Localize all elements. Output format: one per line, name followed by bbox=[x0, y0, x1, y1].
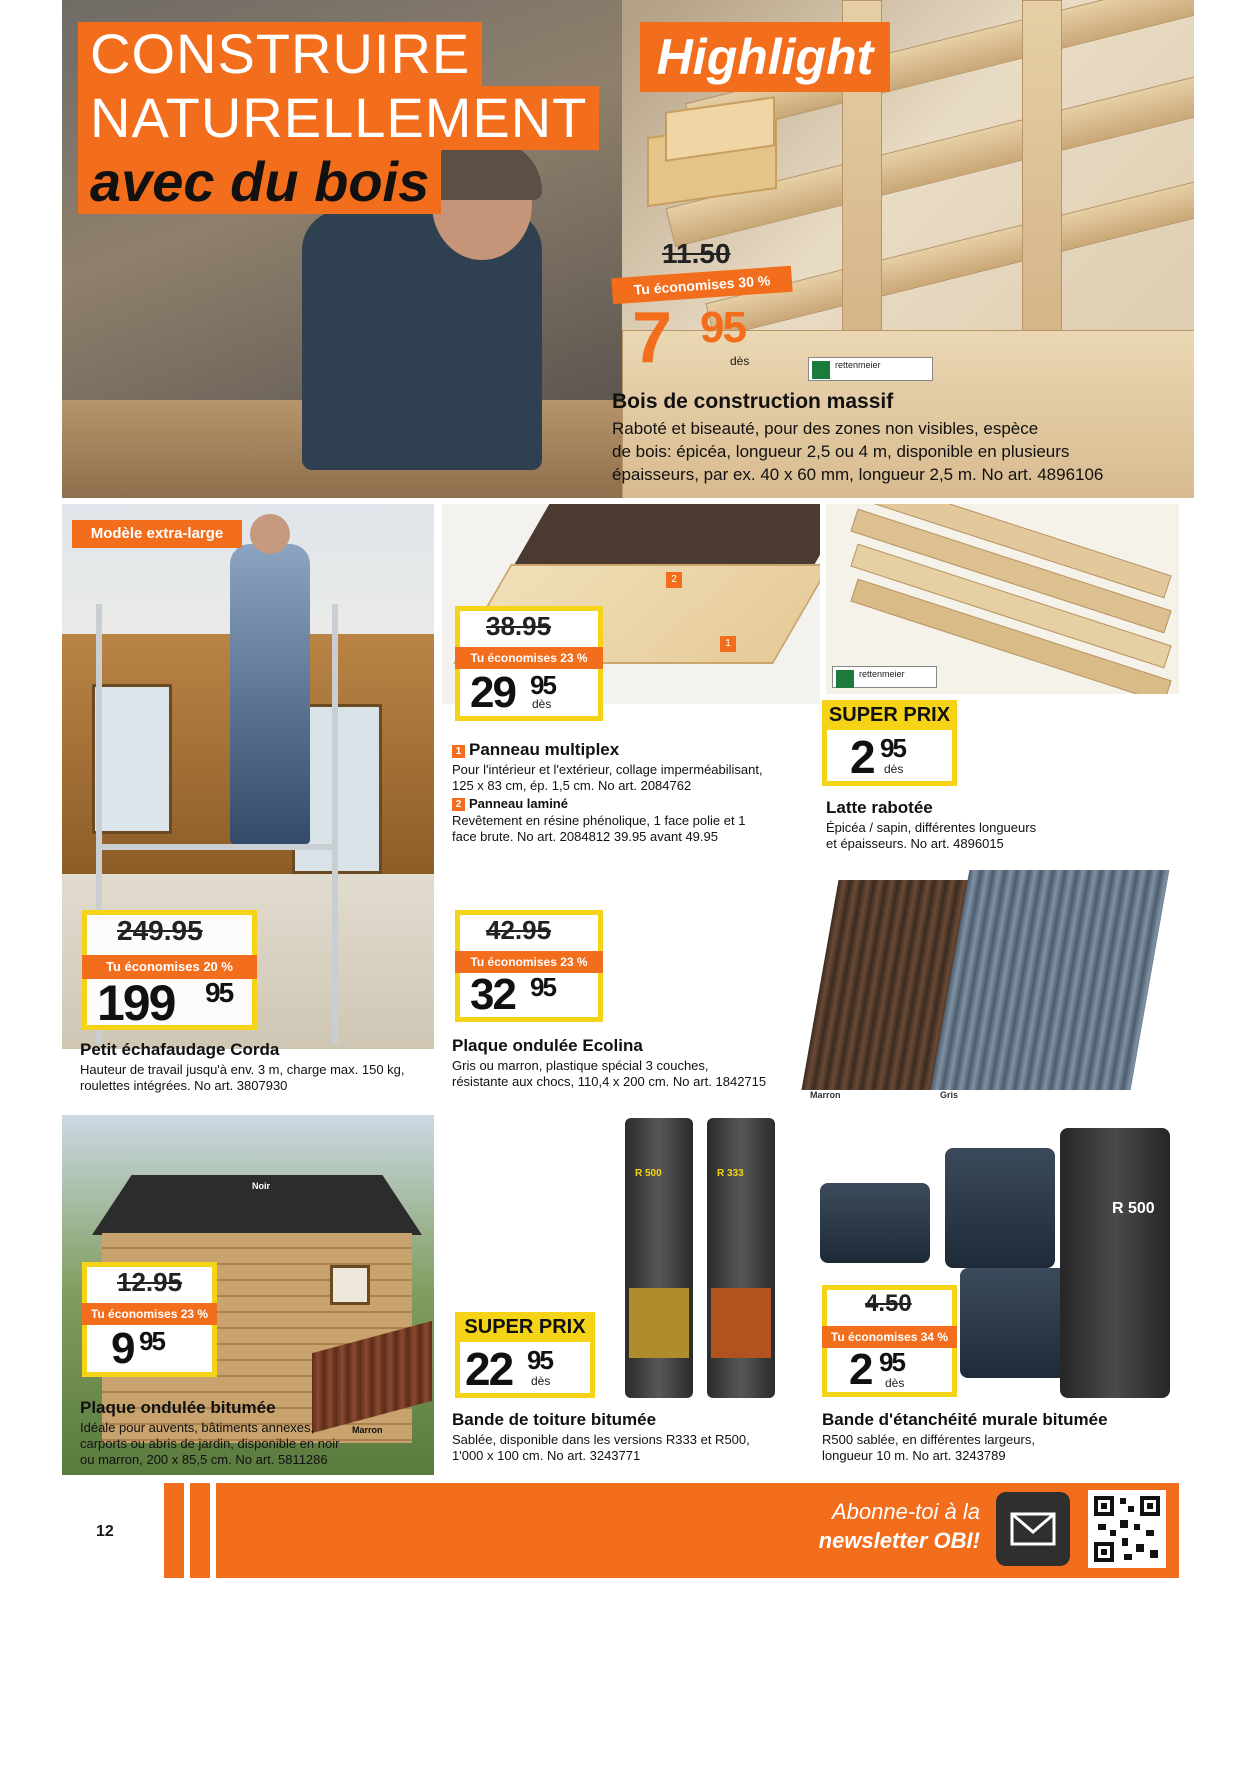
bande-toiture-price bbox=[455, 1312, 595, 1398]
product-desc-line1: Hauteur de travail jusqu'à env. 3 m, charge max. 150 kg, bbox=[80, 1062, 405, 1077]
marker-1: 1 bbox=[720, 636, 736, 652]
product-desc-line2: de bois: épicéa, longueur 2,5 ou 4 m, disponible en plusieurs bbox=[612, 442, 1070, 461]
roll-label-1: R 500 bbox=[635, 1168, 662, 1179]
product-desc-line1: Idéale pour auvents, bâtiments annexes, bbox=[80, 1420, 315, 1435]
rettenmeier-logo: rettenmeier bbox=[808, 357, 933, 381]
hero-title-line3: avec du bois bbox=[78, 150, 441, 214]
product-name: Plaque ondulée Ecolina bbox=[452, 1036, 643, 1055]
price-from: dès bbox=[532, 697, 552, 711]
price-from: dès bbox=[885, 1376, 905, 1390]
price-from: dès bbox=[884, 762, 904, 776]
price-cents: 95 bbox=[880, 733, 905, 763]
roll-label-2: R 333 bbox=[717, 1168, 744, 1179]
savings-badge: Tu économises 34 % bbox=[822, 1326, 957, 1348]
super-prix-badge: SUPER PRIX bbox=[455, 1312, 595, 1342]
highlight-badge: Highlight bbox=[640, 22, 890, 92]
newsletter-line1: Abonne-toi à la bbox=[832, 1499, 980, 1524]
product-name: Bande de toiture bitumée bbox=[452, 1410, 657, 1429]
old-price: 11.50 bbox=[662, 238, 731, 269]
product-desc-line2: et épaisseurs. No art. 4896015 bbox=[826, 836, 1004, 851]
savings-badge: Tu économises 23 % bbox=[82, 1303, 217, 1325]
savings-badge: Tu économises 23 % bbox=[455, 951, 603, 973]
mail-icon[interactable] bbox=[996, 1492, 1070, 1566]
price-main: 199 bbox=[97, 975, 175, 1031]
newsletter-line2: newsletter OBI! bbox=[818, 1528, 980, 1553]
price-cents: 95 bbox=[139, 1326, 164, 1356]
price-main: 2 bbox=[850, 731, 874, 783]
product-name: Latte rabotée bbox=[826, 798, 933, 817]
marker-2-inline: 2 bbox=[452, 798, 465, 811]
timber-block-image bbox=[635, 98, 795, 218]
roofing-rolls-photo bbox=[625, 1118, 785, 1398]
product-desc-1a: Pour l'intérieur et l'extérieur, collage imperméabilisant, bbox=[452, 762, 763, 777]
multiplex-price bbox=[455, 606, 603, 721]
latte-price bbox=[822, 700, 957, 786]
product-desc-line2: longueur 10 m. No art. 3243789 bbox=[822, 1448, 1006, 1463]
footer-stripe bbox=[158, 1483, 164, 1578]
product-name: Bois de construction massif bbox=[612, 390, 894, 413]
savings-badge: Tu économises 30 % bbox=[611, 266, 792, 304]
ecolina-sheets-photo bbox=[800, 870, 1179, 1110]
product-desc-line1: R500 sablée, en différentes largeurs, bbox=[822, 1432, 1035, 1447]
price-cents: 95 bbox=[205, 977, 233, 1008]
old-price: 4.50 bbox=[865, 1290, 912, 1317]
price-cents: 95 bbox=[527, 1345, 552, 1375]
price-main: 29 bbox=[470, 668, 515, 717]
label-marron: Marron bbox=[352, 1425, 383, 1435]
product-desc-line1: Sablée, disponible dans les versions R333 et R500, bbox=[452, 1432, 750, 1447]
product-desc-line1: Gris ou marron, plastique spécial 3 couches, bbox=[452, 1058, 709, 1073]
plaque-bitumee-price bbox=[82, 1262, 217, 1377]
echafaudage-price bbox=[82, 910, 257, 1030]
savings-badge: Tu économises 20 % bbox=[82, 955, 257, 979]
price-from: dès bbox=[531, 1374, 551, 1388]
bois-massif-price bbox=[612, 238, 802, 388]
marker-2: 2 bbox=[666, 572, 682, 588]
label-noir: Noir bbox=[252, 1181, 270, 1191]
product-desc-line3: ou marron, 200 x 85,5 cm. No art. 5811286 bbox=[80, 1452, 328, 1467]
price-main: 2 bbox=[849, 1345, 872, 1394]
product-desc-line2: résistante aux chocs, 110,4 x 200 cm. No art. 1842715 bbox=[452, 1074, 767, 1089]
old-price: 42.95 bbox=[486, 915, 552, 945]
roll-label: R 500 bbox=[1112, 1200, 1155, 1217]
product-name: Plaque ondulée bitumée bbox=[80, 1398, 276, 1417]
old-price: 249.95 bbox=[117, 915, 203, 946]
page-number: 12 bbox=[96, 1523, 114, 1540]
newsletter-cta[interactable] bbox=[800, 1497, 980, 1555]
super-prix-badge: SUPER PRIX bbox=[822, 700, 957, 730]
bande-murale-price bbox=[822, 1285, 957, 1397]
product-desc-2a: Revêtement en résine phénolique, 1 face polie et 1 bbox=[452, 813, 746, 828]
qr-code-icon[interactable] bbox=[1088, 1490, 1166, 1568]
savings-badge: Tu économises 23 % bbox=[455, 647, 603, 669]
old-price: 12.95 bbox=[117, 1267, 183, 1297]
footer-stripe bbox=[210, 1483, 216, 1578]
product-name: Petit échafaudage Corda bbox=[80, 1040, 280, 1059]
ecolina-price bbox=[455, 910, 603, 1022]
footer-stripe bbox=[184, 1483, 190, 1578]
price-cents: 95 bbox=[530, 670, 555, 700]
product-desc-line2: carports ou abris de jardin, disponible en noir bbox=[80, 1436, 340, 1451]
price-main: 9 bbox=[111, 1324, 134, 1373]
marker-1-inline: 1 bbox=[452, 745, 465, 758]
price-cents: 95 bbox=[700, 303, 745, 352]
hero-title-line1: CONSTRUIRE bbox=[78, 22, 482, 86]
price-main: 32 bbox=[470, 970, 515, 1019]
old-price: 38.95 bbox=[486, 611, 552, 641]
product-name-2: 2 Panneau laminé bbox=[452, 796, 568, 812]
product-name: Bande d'étanchéité murale bitumée bbox=[822, 1410, 1108, 1429]
price-cents: 95 bbox=[530, 972, 555, 1002]
hero-title-line2: NATURELLEMENT bbox=[78, 86, 599, 150]
product-desc-line2: 1'000 x 100 cm. No art. 3243771 bbox=[452, 1448, 641, 1463]
product-desc-1b: 125 x 83 cm, ép. 1,5 cm. No art. 2084762 bbox=[452, 778, 692, 793]
price-from: dès bbox=[730, 354, 750, 368]
extra-large-badge: Modèle extra-large bbox=[72, 520, 242, 548]
price-cents: 95 bbox=[879, 1347, 904, 1377]
product-desc-line1: Raboté et biseauté, pour des zones non visibles, espèce bbox=[612, 419, 1039, 438]
price-main: 22 bbox=[465, 1343, 513, 1395]
rettenmeier-logo: rettenmeier bbox=[832, 666, 937, 688]
price-main: 7 bbox=[632, 298, 671, 378]
product-desc-line2: roulettes intégrées. No art. 3807930 bbox=[80, 1078, 288, 1093]
product-desc-line3: épaisseurs, par ex. 40 x 60 mm, longueur 2,5 m. No art. 4896106 bbox=[612, 465, 1104, 484]
label-gris: Gris bbox=[940, 1090, 959, 1100]
product-name-1: 1 Panneau multiplex bbox=[452, 740, 619, 760]
product-desc-line1: Épicéa / sapin, différentes longueurs bbox=[826, 820, 1037, 835]
label-marron: Marron bbox=[810, 1090, 841, 1100]
product-desc-2b: face brute. No art. 2084812 39.95 avant 49.95 bbox=[452, 829, 718, 844]
